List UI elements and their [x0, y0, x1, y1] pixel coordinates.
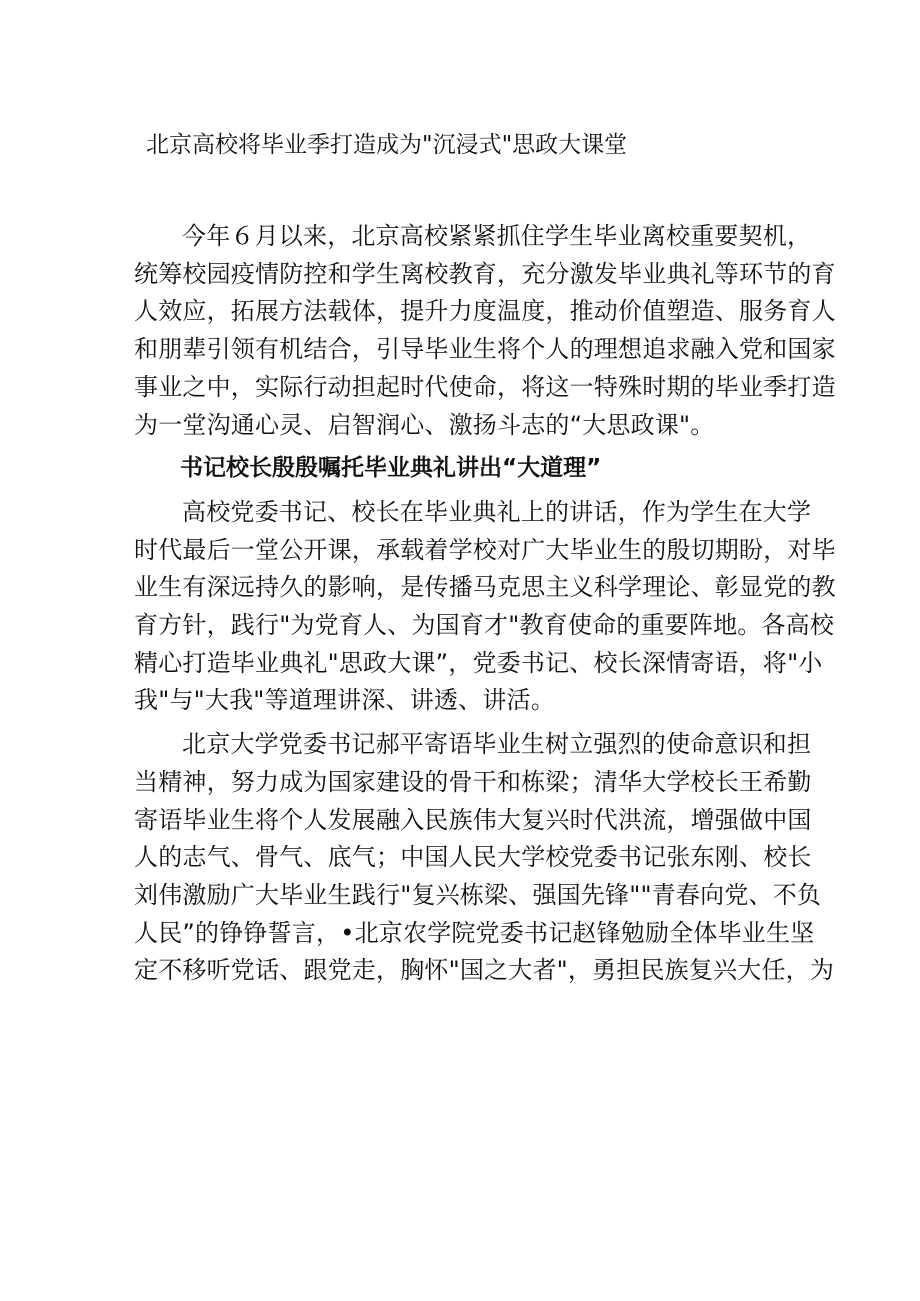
text-line: 我"与"大我"等道理讲深、讲透、讲活。: [134, 686, 555, 715]
text-line: 人效应，拓展方法载体，提升力度温度，推动价值塑造、服务育人: [134, 297, 836, 326]
paragraph-speeches: [134, 494, 836, 720]
text-line: 当精神，努力成为国家建设的骨干和栋梁；清华大学校长王希勤: [134, 767, 812, 796]
text-line: 北京大学党委书记郝平寄语毕业生树立强烈的使命意识和担: [182, 730, 812, 759]
document-title: 北京高校将毕业季打造成为"沉浸式"思政大课堂: [146, 132, 628, 158]
document-body: [134, 218, 836, 996]
text-line: 时代最后一堂公开课，承载着学校对广大毕业生的殷切期盼，对毕: [134, 535, 836, 564]
text-line: 寄语毕业生将个人发展融入民族伟大复兴时代洪流，增强做中国: [134, 805, 812, 834]
text-line: 精心打造毕业典礼"思政大课”，党委书记、校长深情寄语，将"小: [134, 648, 823, 677]
text-line: 刘伟激励广大毕业生践行"复兴栋梁、强国先锋""青春向党、不负: [134, 880, 822, 909]
text-line: 业生有深远持久的影响，是传播马克思主义科学理论、彰显党的教: [134, 573, 836, 602]
text-line: 为一堂沟通心灵、启智润心、激扬斗志的“大思政课"。: [134, 410, 715, 439]
text-line: 高校党委书记、校长在毕业典礼上的讲话，作为学生在大学: [182, 497, 812, 526]
text-line: 定不移听党话、跟党走，胸怀"国之大者"，勇担民族复兴大任，为: [134, 956, 835, 985]
text-line: 统筹校园疫情防控和学生离校教育，充分激发毕业典礼等环节的育: [134, 259, 836, 288]
text-line: 人民”的铮铮誓言，•北京农学院党委书记赵锋勉励全体毕业生坚: [134, 918, 815, 947]
text-line: 和朋辈引领有机结合，引导毕业生将个人的理想追求融入党和国家: [134, 335, 836, 364]
text-line: 事业之中，实际行动担起时代使命，将这一特殊时期的毕业季打造: [134, 372, 836, 401]
paragraph-intro: [134, 218, 836, 444]
paragraph-universities: [134, 726, 835, 990]
text-line: 人的志气、骨气、底气；中国人民大学校党委书记张东刚、校长: [134, 843, 812, 872]
text-line: 育方针，践行"为党育人、为国育才"教育使命的重要阵地。各高校: [134, 611, 835, 640]
section-heading: 书记校长殷殷嘱托毕业典礼讲出“大道理”: [180, 455, 602, 482]
text-line: 今年６月以来，北京高校紧紧抓住学生毕业离校重要契机，: [182, 222, 812, 250]
